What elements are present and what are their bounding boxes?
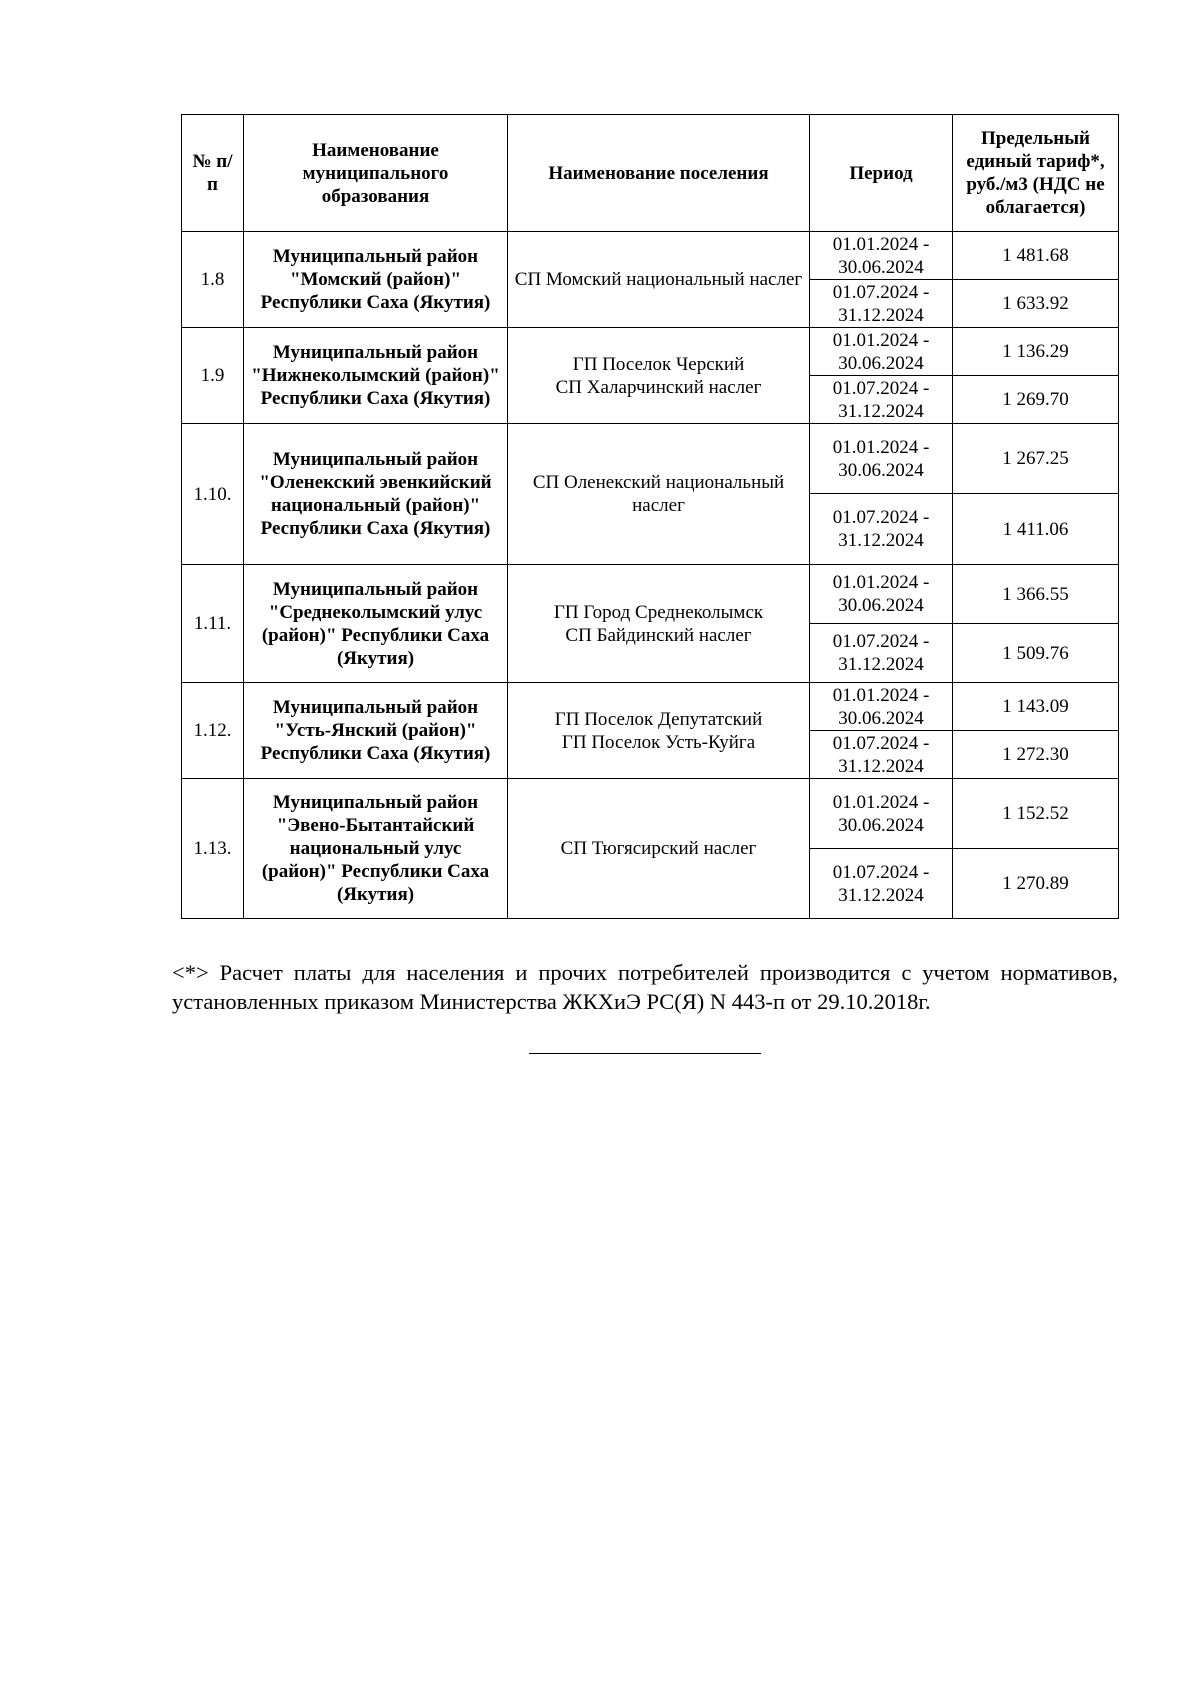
period-cell: 01.07.2024 - 31.12.2024 xyxy=(810,494,953,565)
municipality-name: Муниципальный район "Оленекский эвенкийский национальный (район)" Республики Саха (Якутия) xyxy=(244,424,508,565)
settlement-name: СП Оленекский национальный наслег xyxy=(532,472,785,516)
tariff-value: 1 152.52 xyxy=(953,779,1119,849)
settlement-name: СП Момский национальный наслег xyxy=(514,269,803,290)
tariff-value: 1 267.25 xyxy=(953,424,1119,494)
settlement-name: ГП Поселок Депутатский xyxy=(554,708,763,730)
period-cell: 01.07.2024 - 31.12.2024 xyxy=(810,624,953,683)
tariff-value: 1 366.55 xyxy=(953,565,1119,624)
municipality-name: Муниципальный район "Нижнеколымский (район)" Республики Саха (Якутия) xyxy=(244,328,508,424)
row-number: 1.9 xyxy=(182,328,244,424)
table-row xyxy=(182,565,1119,624)
municipality-name: Муниципальный район "Момский (район)" Республики Саха (Якутия) xyxy=(244,232,508,328)
tariff-value: 1 272.30 xyxy=(953,731,1119,779)
header-tariff: Предельный единый тариф*, руб./м3 (НДС не облагается) xyxy=(953,115,1119,232)
row-number: 1.10. xyxy=(182,424,244,565)
tariff-value: 1 509.76 xyxy=(953,624,1119,683)
period-cell: 01.01.2024 - 30.06.2024 xyxy=(810,779,953,849)
period-cell: 01.01.2024 - 30.06.2024 xyxy=(810,683,953,731)
settlement-cell xyxy=(508,779,810,919)
tariff-value: 1 270.89 xyxy=(953,849,1119,919)
settlement-cell xyxy=(508,683,810,779)
settlement-name: ГП Поселок Черский xyxy=(572,353,745,375)
tariff-value: 1 136.29 xyxy=(953,328,1119,376)
table-row xyxy=(182,424,1119,494)
header-period: Период xyxy=(810,115,953,232)
row-number: 1.13. xyxy=(182,779,244,919)
settlement-name: СП Халарчинский наслег xyxy=(555,376,762,398)
period-cell: 01.07.2024 - 31.12.2024 xyxy=(810,280,953,328)
period-cell: 01.01.2024 - 30.06.2024 xyxy=(810,328,953,376)
table-row xyxy=(182,683,1119,731)
tariff-value: 1 411.06 xyxy=(953,494,1119,565)
header-num: № п/п xyxy=(182,115,244,232)
row-number: 1.11. xyxy=(182,565,244,683)
period-cell: 01.07.2024 - 31.12.2024 xyxy=(810,376,953,424)
municipality-name: Муниципальный район "Эвено-Бытантайский национальный улус (район)" Республики Саха (Якутия) xyxy=(244,779,508,919)
period-cell: 01.01.2024 - 30.06.2024 xyxy=(810,565,953,624)
tariff-value: 1 269.70 xyxy=(953,376,1119,424)
tariff-value: 1 633.92 xyxy=(953,280,1119,328)
tariff-table xyxy=(181,114,1119,919)
settlement-cell xyxy=(508,424,810,565)
header-settlement: Наименование поселения xyxy=(508,115,810,232)
settlement-cell xyxy=(508,565,810,683)
settlement-name: ГП Поселок Усть-Куйга xyxy=(561,731,756,753)
settlement-cell xyxy=(508,232,810,328)
settlement-name: СП Байдинский наслег xyxy=(565,624,752,646)
row-number: 1.12. xyxy=(182,683,244,779)
settlement-name: СП Тюгясирский наслег xyxy=(560,838,757,859)
municipality-name: Муниципальный район "Среднеколымский улус (район)" Республики Саха (Якутия) xyxy=(244,565,508,683)
period-cell: 01.07.2024 - 31.12.2024 xyxy=(810,731,953,779)
municipality-name: Муниципальный район "Усть-Янский (район)" Республики Саха (Якутия) xyxy=(244,683,508,779)
table-row xyxy=(182,328,1119,376)
settlement-cell xyxy=(508,328,810,424)
tariff-table-body xyxy=(182,232,1119,919)
period-cell: 01.07.2024 - 31.12.2024 xyxy=(810,849,953,919)
period-cell: 01.01.2024 - 30.06.2024 xyxy=(810,424,953,494)
footnote: <*> Расчет платы для населения и прочих потребителей производится с учетом нормативов, установленных приказом Министерства ЖКХиЭ РС(Я) N 443-п от 29.10.2018г. xyxy=(172,960,1118,1014)
header-municipality: Наименование муниципального образования xyxy=(244,115,508,232)
table-row xyxy=(182,232,1119,280)
settlement-name: ГП Город Среднеколымск xyxy=(553,601,764,623)
separator-line xyxy=(529,1053,761,1054)
tariff-value: 1 481.68 xyxy=(953,232,1119,280)
tariff-value: 1 143.09 xyxy=(953,683,1119,731)
period-cell: 01.01.2024 - 30.06.2024 xyxy=(810,232,953,280)
row-number: 1.8 xyxy=(182,232,244,328)
table-row xyxy=(182,779,1119,849)
